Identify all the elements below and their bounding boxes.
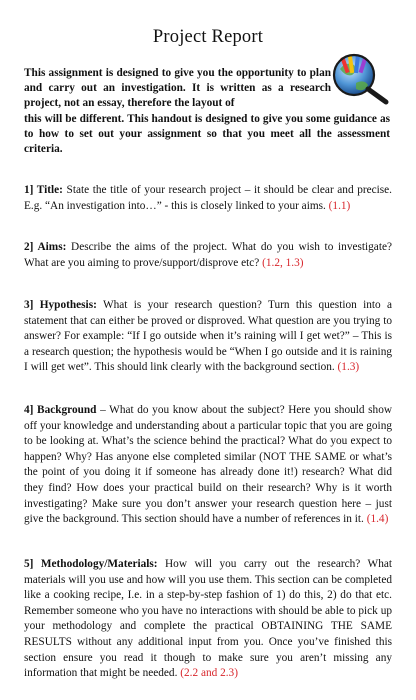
section-aims [24,240,392,271]
section-body: How will you carry out the research? What materials will you use and how will you use them. This section can be completed like a cooking recipe, I.e. in a step-by-step fashion of 1) do this, 2) do that etc. Remember someone who you have no interactions with should be able to pick up your methodology and complete the practical OBTAINING THE SAME RESULTS without any additional input from you. Once you’ve finished this section ensure you read it though to make sure you aren’t missing any information that might be needed. [24,558,392,680]
section-heading: 3] Hypothesis: [24,299,97,311]
section-body: Describe the aims of the project. What do you wish to investigate? What are you aiming to prove/support/disprove etc? [24,241,392,269]
section-background [24,403,392,528]
intro-paragraph-bottom: this will be different. This handout is designed to give you some guidance as to how to set out your assignment so that you meet all the assessment criteria. [24,112,390,155]
criteria-reference: (1.1) [328,199,351,212]
criteria-reference: (1.2, 1.3) [262,256,304,269]
criteria-reference: (1.4) [366,513,389,526]
section-heading: 2] Aims: [24,241,67,253]
criteria-reference: (1.3) [337,361,360,374]
section-hypothesis [24,298,392,376]
page-title: Project Report [152,27,264,47]
magnifying-glass-globe-icon [328,45,392,105]
section-body: What is your research question? Turn this question into a statement that can either be proved or disproved. What question are you trying to answer? For example: “If I go outside when it’s raining will I get wet?” – This is a research question; the hypothesis would be “When I go outside and it is raining I will get wet”. This should link clearly with the background section. [24,299,393,374]
section-heading: 5] Methodology/Materials: [24,558,158,570]
section-heading: 4] Background [24,404,97,416]
section-methodology [24,557,392,682]
section-body: State the title of your research project – it should be clear and precise. E.g. “An investigation into…” - this is closely linked to your aims. [24,184,393,212]
criteria-reference: (2.2 and 2.3) [180,667,238,680]
intro-paragraph-top: This assignment is designed to give you the opportunity to plan and carry out an investigation. It is written as a research project, not an essay, therefore the layout of [24,67,331,110]
section-title [24,183,392,214]
section-body: – What do you know about the subject? Here you should show off your knowledge and understanding about a particular topic that you are going to be looking at. What’s the science behind the practical? What do you expect to happen? Why? Has anyone else completed similar (NOT THE SAME or what’s the point of you doing it if someone has already done it!) research? What did they find? How does your practical build on their research? Why is it worth investigating? Make sure you don’t answer your research question here – just give the background. This section should have a number of references in it. [24,404,393,526]
section-heading: 1] Title: [24,184,63,196]
